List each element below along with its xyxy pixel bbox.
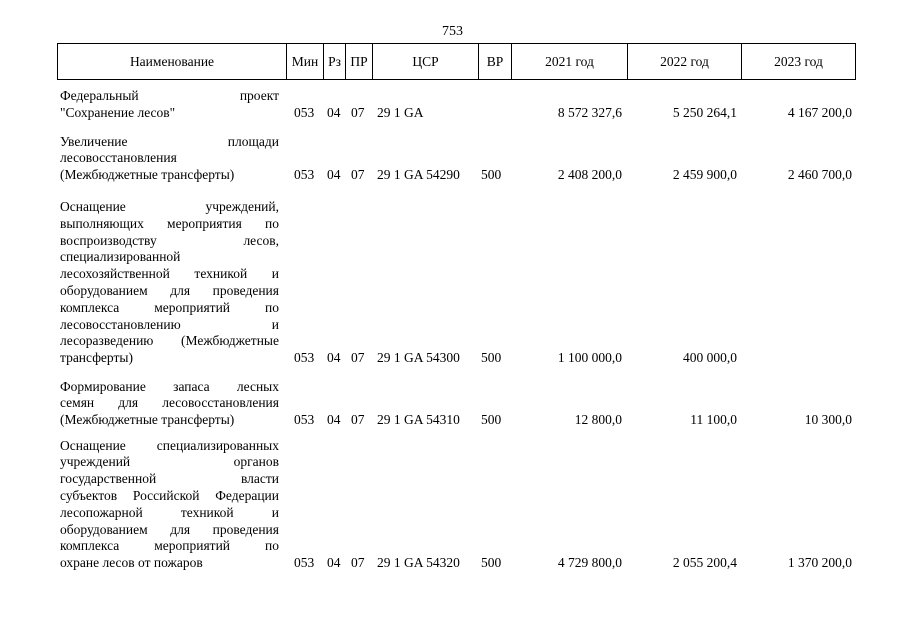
header-2022: 2022 год <box>628 44 742 79</box>
cell-pr: 07 <box>351 167 365 183</box>
row-name-line: лесопожарной техникой и <box>60 504 279 520</box>
cell-2022: 5 250 264,1 <box>672 105 737 121</box>
header-csr: ЦСР <box>373 44 479 79</box>
cell-csr: 29 1 GA 54290 <box>377 167 460 183</box>
cell-vr: 500 <box>481 350 502 366</box>
cell-2023: 1 370 200,0 <box>787 555 852 571</box>
row-name-line: лесохозяйственной техникой и <box>60 266 279 282</box>
row-name-line: Формирование запаса лесных <box>60 378 279 394</box>
cell-pr: 07 <box>351 350 365 366</box>
cell-min: 053 <box>294 412 315 428</box>
cell-min: 053 <box>294 105 315 121</box>
cell-csr: 29 1 GA 54320 <box>377 555 460 571</box>
row-name-line: лесовосстановлению и <box>60 316 279 332</box>
header-2021: 2021 год <box>512 44 628 79</box>
cell-2022: 400 000,0 <box>683 350 737 366</box>
row-name-line: государственной власти <box>60 471 279 487</box>
row-name-line: выполняющих мероприятия по <box>60 215 279 231</box>
row-name-line: специализированной <box>60 249 181 265</box>
header-min: Мин <box>287 44 324 79</box>
cell-csr: 29 1 GA 54310 <box>377 412 460 428</box>
cell-min: 053 <box>294 555 315 571</box>
row-name-line: учреждений органов <box>60 454 279 470</box>
row-name-line: Увеличение площади <box>60 133 279 149</box>
cell-2023: 10 300,0 <box>804 412 852 428</box>
cell-2021: 12 800,0 <box>574 412 622 428</box>
cell-pr: 07 <box>351 555 365 571</box>
row-name-line: семян для лесовосстановления <box>60 395 279 411</box>
row-name-line: Оснащение специализированных <box>60 437 279 453</box>
cell-2023: 2 460 700,0 <box>787 167 852 183</box>
cell-rz: 04 <box>327 350 341 366</box>
header-name: Наименование <box>58 44 287 79</box>
row-name-line: Оснащение учреждений, <box>60 199 279 215</box>
cell-2021: 1 100 000,0 <box>557 350 622 366</box>
row-name-line: лесоразведению (Межбюджетные <box>60 333 279 349</box>
table-row <box>0 272 905 572</box>
cell-min: 053 <box>294 350 315 366</box>
header-rz: Рз <box>324 44 346 79</box>
row-name-line: оборудованием для проведения <box>60 521 279 537</box>
cell-2021: 2 408 200,0 <box>557 167 622 183</box>
cell-2022: 2 055 200,4 <box>672 555 737 571</box>
cell-rz: 04 <box>327 412 341 428</box>
cell-2022: 11 100,0 <box>690 412 737 428</box>
header-2023: 2023 год <box>774 54 823 69</box>
cell-vr: 500 <box>481 555 502 571</box>
cell-vr: 500 <box>481 412 502 428</box>
cell-2022: 2 459 900,0 <box>672 167 737 183</box>
row-name-line: (Межбюджетные трансферты) <box>60 412 235 428</box>
cell-pr: 07 <box>351 105 365 121</box>
cell-min: 053 <box>294 167 315 183</box>
cell-2023: 4 167 200,0 <box>787 105 852 121</box>
cell-2021: 4 729 800,0 <box>557 555 622 571</box>
row-name-line: охране лесов от пожаров <box>60 555 203 571</box>
row-name-line: воспроизводству лесов, <box>60 232 279 248</box>
row-name-line: комплекса мероприятий по <box>60 538 279 554</box>
row-name-line: трансферты) <box>60 350 133 366</box>
row-name-line: (Межбюджетные трансферты) <box>60 167 235 183</box>
row-name-line: "Сохранение лесов" <box>60 105 176 121</box>
cell-vr: 500 <box>481 167 502 183</box>
cell-pr: 07 <box>351 412 365 428</box>
row-name <box>60 438 279 572</box>
cell-rz: 04 <box>327 105 341 121</box>
cell-rz: 04 <box>327 555 341 571</box>
page-number: 753 <box>442 24 463 39</box>
cell-csr: 29 1 GA <box>377 105 424 121</box>
cell-csr: 29 1 GA 54300 <box>377 350 460 366</box>
row-name-line: оборудованием для проведения <box>60 283 279 299</box>
row-name-line: субъектов Российской Федерации <box>60 488 279 504</box>
header-pr: ПР <box>346 44 373 79</box>
row-name-line: комплекса мероприятий по <box>60 299 279 315</box>
header-vr: ВР <box>479 44 512 79</box>
cell-rz: 04 <box>327 167 341 183</box>
cell-2021: 8 572 327,6 <box>557 105 622 121</box>
row-name-line: Федеральный проект <box>60 88 279 104</box>
row-name-line: лесовосстановления <box>60 150 177 166</box>
